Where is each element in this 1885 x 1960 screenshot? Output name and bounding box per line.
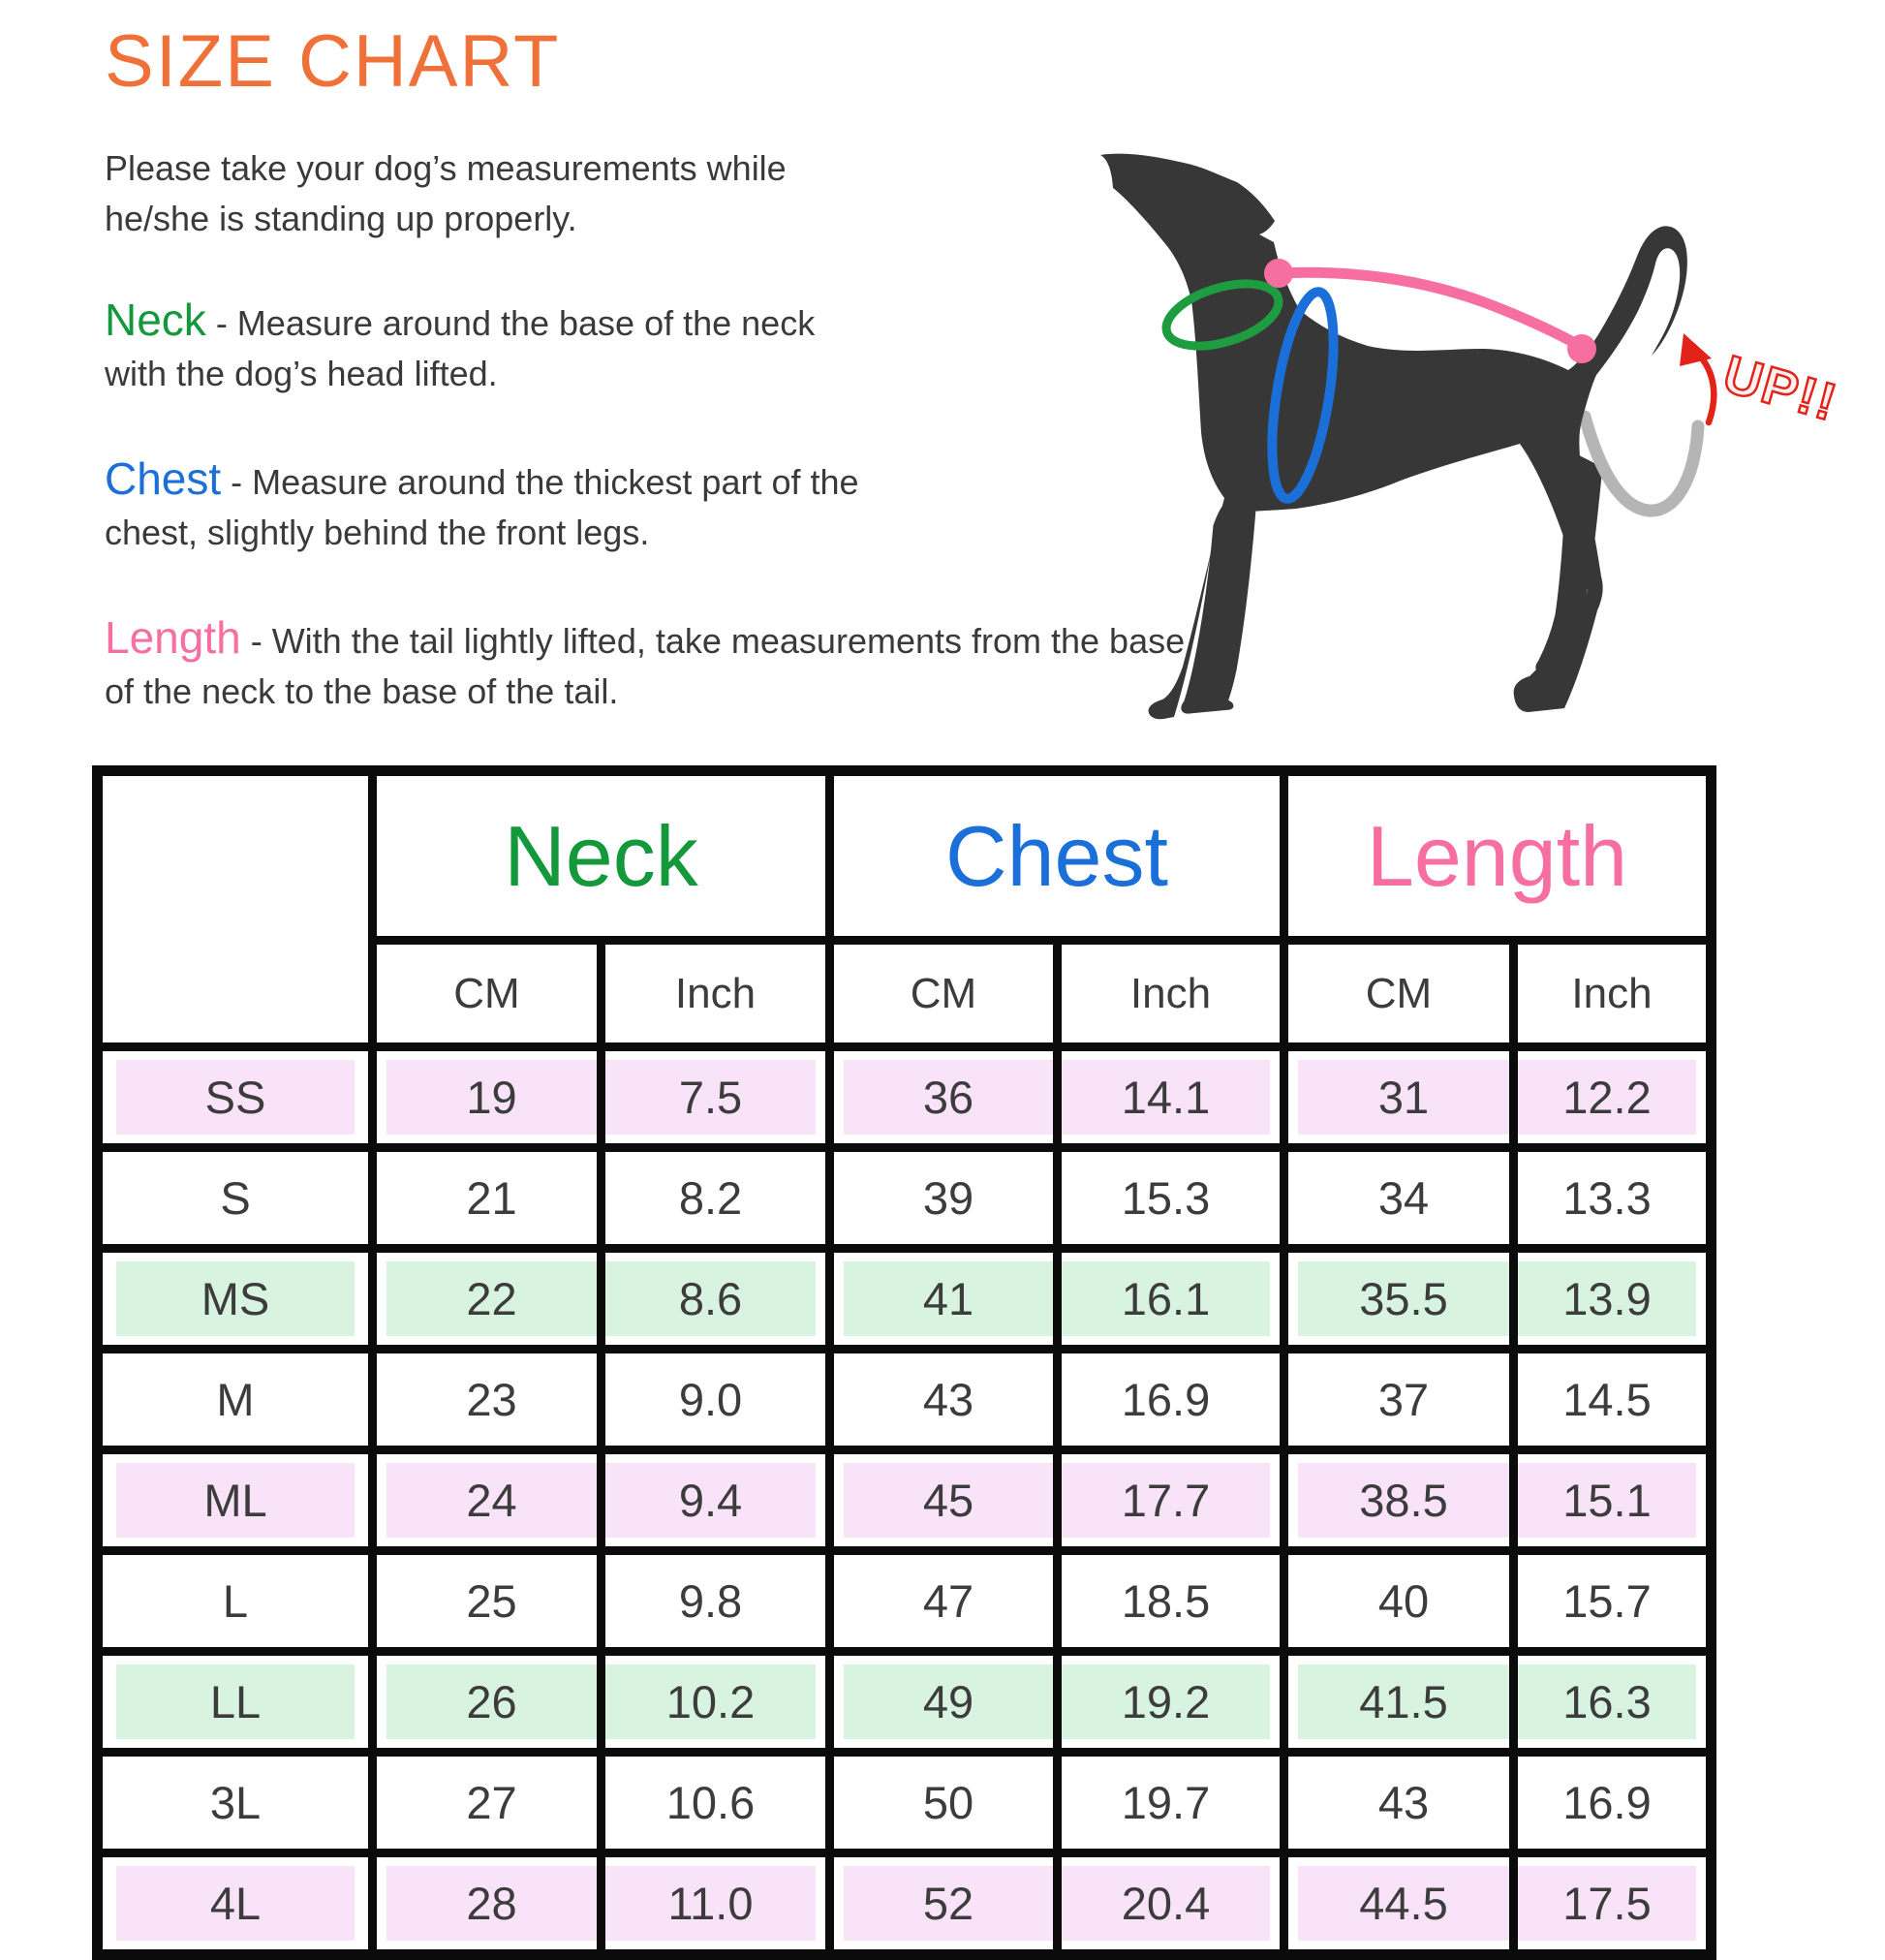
table-row-ms (98, 1249, 1712, 1350)
size-cell: L (98, 1551, 373, 1652)
value-cell: 26 (373, 1652, 602, 1753)
length-dot-rear (1567, 334, 1596, 363)
value-cell: 18.5 (1058, 1551, 1284, 1652)
value-cell: 36 (830, 1047, 1058, 1148)
value-cell: 16.9 (1514, 1753, 1712, 1853)
length-desc: - With the tail lightly lifted, take measurements from the base of the neck to the base of the tail. (105, 621, 1186, 711)
value-cell: 34 (1284, 1148, 1514, 1249)
value-cell: 20.4 (1058, 1853, 1284, 1955)
value-cell: 38.5 (1284, 1450, 1514, 1551)
value-cell: 8.6 (602, 1249, 830, 1350)
unit-header: CM (830, 941, 1058, 1047)
value-cell: 44.5 (1284, 1853, 1514, 1955)
value-cell: 15.1 (1514, 1450, 1712, 1551)
value-cell: 8.2 (602, 1148, 830, 1249)
size-table-container (92, 765, 1716, 1960)
value-cell: 19.7 (1058, 1753, 1284, 1853)
chest-label: Chest (105, 453, 222, 504)
up-label: UP!! (1716, 344, 1844, 433)
unit-header: Inch (1058, 941, 1284, 1047)
value-cell: 24 (373, 1450, 602, 1551)
value-cell: 21 (373, 1148, 602, 1249)
size-cell: SS (98, 1047, 373, 1148)
value-cell: 12.2 (1514, 1047, 1712, 1148)
value-cell: 22 (373, 1249, 602, 1350)
value-cell: 17.7 (1058, 1450, 1284, 1551)
table-row-4l (98, 1853, 1712, 1955)
value-cell: 11.0 (602, 1853, 830, 1955)
size-cell: 4L (98, 1853, 373, 1955)
value-cell: 16.9 (1058, 1350, 1284, 1450)
group-header-length: Length (1284, 771, 1712, 941)
size-table (92, 765, 1716, 1960)
value-cell: 9.0 (602, 1350, 830, 1450)
value-cell: 16.1 (1058, 1249, 1284, 1350)
group-header-chest: Chest (830, 771, 1284, 941)
value-cell: 10.2 (602, 1652, 830, 1753)
size-cell: M (98, 1350, 373, 1450)
value-cell: 25 (373, 1551, 602, 1652)
dog-far-front-leg (1180, 496, 1257, 715)
length-instruction (105, 612, 1199, 717)
value-cell: 19 (373, 1047, 602, 1148)
tail-up-arrow-shaft (1696, 352, 1714, 422)
page-title: SIZE CHART (105, 20, 561, 103)
size-cell: 3L (98, 1753, 373, 1853)
value-cell: 13.9 (1514, 1249, 1712, 1350)
dog-measurement-diagram (1066, 136, 1885, 741)
neck-label: Neck (105, 295, 206, 345)
value-cell: 49 (830, 1652, 1058, 1753)
value-cell: 13.3 (1514, 1148, 1712, 1249)
unit-header: Inch (602, 941, 830, 1047)
unit-header: CM (373, 941, 602, 1047)
value-cell: 9.8 (602, 1551, 830, 1652)
unit-header: Inch (1514, 941, 1712, 1047)
value-cell: 35.5 (1284, 1249, 1514, 1350)
value-cell: 15.3 (1058, 1148, 1284, 1249)
value-cell: 43 (830, 1350, 1058, 1450)
value-cell: 40 (1284, 1551, 1514, 1652)
chest-desc: - Measure around the thickest part of the chest, slightly behind the front legs. (105, 462, 859, 552)
chest-instruction (105, 453, 880, 558)
value-cell: 41 (830, 1249, 1058, 1350)
size-cell: ML (98, 1450, 373, 1551)
value-cell: 15.7 (1514, 1551, 1712, 1652)
size-cell: MS (98, 1249, 373, 1350)
length-dot-front (1264, 259, 1293, 288)
table-row-s (98, 1148, 1712, 1249)
value-cell: 28 (373, 1853, 602, 1955)
value-cell: 14.1 (1058, 1047, 1284, 1148)
corner-cell (98, 771, 373, 1047)
value-cell: 27 (373, 1753, 602, 1853)
neck-instruction (105, 295, 880, 399)
table-row-m (98, 1350, 1712, 1450)
instructions-column (105, 20, 1219, 717)
value-cell: 14.5 (1514, 1350, 1712, 1450)
value-cell: 50 (830, 1753, 1058, 1853)
value-cell: 7.5 (602, 1047, 830, 1148)
value-cell: 10.6 (602, 1753, 830, 1853)
size-cell: LL (98, 1652, 373, 1753)
value-cell: 41.5 (1284, 1652, 1514, 1753)
value-cell: 17.5 (1514, 1853, 1712, 1955)
value-cell: 37 (1284, 1350, 1514, 1450)
size-cell: S (98, 1148, 373, 1249)
table-row-l (98, 1551, 1712, 1652)
group-header-neck: Neck (373, 771, 830, 941)
value-cell: 19.2 (1058, 1652, 1284, 1753)
value-cell: 47 (830, 1551, 1058, 1652)
table-row-ml (98, 1450, 1712, 1551)
value-cell: 31 (1284, 1047, 1514, 1148)
table-group-header-row (98, 771, 1712, 941)
length-label: Length (105, 612, 241, 663)
table-row-ll (98, 1652, 1712, 1753)
unit-header: CM (1284, 941, 1514, 1047)
table-row-ss (98, 1047, 1712, 1148)
value-cell: 43 (1284, 1753, 1514, 1853)
value-cell: 39 (830, 1148, 1058, 1249)
value-cell: 23 (373, 1350, 602, 1450)
value-cell: 16.3 (1514, 1652, 1712, 1753)
intro-text: Please take your dog’s measurements while he/she is standing up properly. (105, 148, 787, 238)
value-cell: 52 (830, 1853, 1058, 1955)
neck-desc: - Measure around the base of the neck with the dog’s head lifted. (105, 303, 816, 393)
dog-diagram-svg (1066, 136, 1885, 741)
value-cell: 9.4 (602, 1450, 830, 1551)
value-cell: 45 (830, 1450, 1058, 1551)
table-row-3l (98, 1753, 1712, 1853)
dog-silhouette (1100, 154, 1687, 720)
